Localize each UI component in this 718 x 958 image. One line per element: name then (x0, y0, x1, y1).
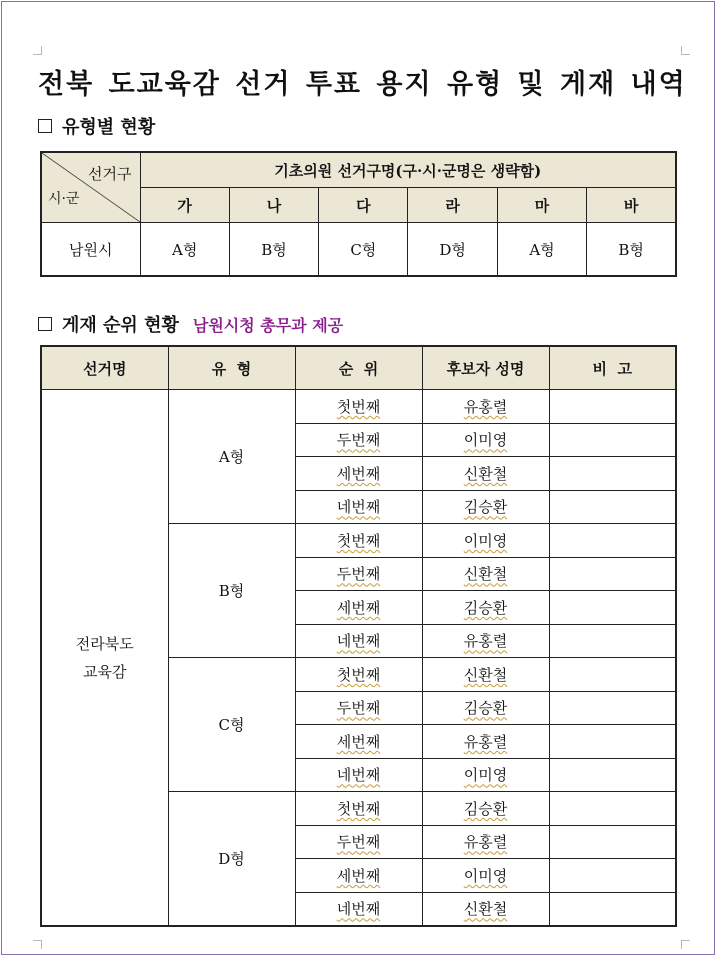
type-cell: B형 (229, 223, 318, 277)
candidate-name: 신환철 (463, 464, 508, 483)
rank-label: 네번째 (336, 766, 381, 785)
candidate-cell (422, 423, 549, 457)
rank-label: 네번째 (336, 498, 381, 517)
remarks-cell (549, 624, 676, 658)
rank-label: 두번째 (336, 565, 381, 584)
section-ranking-status (38, 311, 343, 337)
type-cell: A형 (140, 223, 229, 277)
rank-cell (295, 725, 422, 759)
candidate-name: 신환철 (463, 565, 508, 584)
type-cell: A형 (497, 223, 586, 277)
type-cell: D형 (168, 792, 295, 927)
candidate-cell (422, 624, 549, 658)
candidate-name: 이미영 (463, 866, 508, 885)
table-row (41, 390, 676, 424)
rank-cell (295, 557, 422, 591)
crop-mark (33, 46, 42, 55)
candidate-cell (422, 859, 549, 893)
rank-label: 두번째 (336, 699, 381, 718)
candidate-cell (422, 658, 549, 692)
remarks-cell (549, 792, 676, 826)
candidate-cell (422, 725, 549, 759)
rank-label: 첫번째 (336, 397, 381, 416)
candidate-name: 이미영 (463, 531, 508, 550)
remarks-cell (549, 423, 676, 457)
candidate-cell (422, 792, 549, 826)
checkbox-square-icon (38, 119, 52, 133)
rank-label: 두번째 (336, 833, 381, 852)
remarks-cell (549, 457, 676, 491)
candidate-name: 유홍렬 (463, 397, 508, 416)
rank-cell (295, 658, 422, 692)
rank-cell (295, 792, 422, 826)
rank-label: 첫번째 (336, 531, 381, 550)
remarks-cell (549, 591, 676, 625)
rank-cell (295, 859, 422, 893)
remarks-cell (549, 892, 676, 926)
remarks-cell (549, 859, 676, 893)
candidate-cell (422, 457, 549, 491)
candidate-name: 신환철 (463, 900, 508, 919)
remarks-cell (549, 758, 676, 792)
rank-cell (295, 591, 422, 625)
section-heading: 유형별 현황 (62, 117, 156, 138)
rank-cell (295, 624, 422, 658)
type-cell: B형 (587, 223, 676, 277)
diagonal-header-cell (41, 152, 140, 223)
candidate-cell (422, 390, 549, 424)
type-cell: B형 (168, 524, 295, 658)
city-cell: 남원시 (41, 223, 140, 277)
header-remarks: 비 고 (549, 346, 676, 390)
header-rank: 순 위 (295, 346, 422, 390)
type-table (40, 151, 677, 277)
header-type: 유 형 (168, 346, 295, 390)
candidate-name: 유홍렬 (463, 732, 508, 751)
rank-label: 세번째 (336, 598, 381, 617)
remarks-cell (549, 658, 676, 692)
ranking-table (40, 345, 677, 927)
candidate-name: 신환철 (463, 665, 508, 684)
column-header: 라 (408, 188, 497, 223)
rank-label: 세번째 (336, 732, 381, 751)
rank-cell (295, 490, 422, 524)
column-header: 바 (587, 188, 676, 223)
rank-label: 첫번째 (336, 799, 381, 818)
section-heading: 게재 순위 현황 (62, 315, 179, 336)
crop-mark (681, 46, 690, 55)
candidate-cell (422, 758, 549, 792)
header-election: 선거명 (41, 346, 168, 390)
candidate-name: 이미영 (463, 431, 508, 450)
crop-mark (681, 940, 690, 949)
type-cell: D형 (408, 223, 497, 277)
remarks-cell (549, 490, 676, 524)
rank-cell (295, 758, 422, 792)
candidate-cell (422, 591, 549, 625)
rank-label: 네번째 (336, 632, 381, 651)
source-note: 남원시청 총무과 제공 (192, 315, 344, 335)
candidate-name: 김승환 (463, 799, 508, 818)
diag-top-label: 선거구 (88, 165, 132, 183)
rank-cell (295, 390, 422, 424)
remarks-cell (549, 524, 676, 558)
rank-label: 세번째 (336, 866, 381, 885)
candidate-name: 유홍렬 (463, 833, 508, 852)
candidate-cell (422, 825, 549, 859)
remarks-cell (549, 825, 676, 859)
column-header: 가 (140, 188, 229, 223)
rank-cell (295, 825, 422, 859)
rank-cell (295, 457, 422, 491)
type-cell: C형 (319, 223, 408, 277)
rank-label: 두번째 (336, 431, 381, 450)
checkbox-square-icon (38, 317, 52, 331)
remarks-cell (549, 390, 676, 424)
candidate-cell (422, 691, 549, 725)
candidate-name: 김승환 (463, 598, 508, 617)
rank-label: 네번째 (336, 900, 381, 919)
candidate-name: 김승환 (463, 498, 508, 517)
document-title: 전북 도교육감 선거 투표 용지 유형 및 게재 내역 (38, 69, 687, 100)
type-cell: A형 (168, 390, 295, 524)
candidate-name: 유홍렬 (463, 632, 508, 651)
section-type-status (38, 113, 155, 139)
candidate-cell (422, 557, 549, 591)
candidate-name: 이미영 (463, 766, 508, 785)
remarks-cell (549, 691, 676, 725)
rank-cell (295, 691, 422, 725)
column-header: 나 (229, 188, 318, 223)
remarks-cell (549, 557, 676, 591)
rank-cell (295, 892, 422, 926)
header-candidate: 후보자 성명 (422, 346, 549, 390)
rank-cell (295, 423, 422, 457)
crop-mark (33, 940, 42, 949)
candidate-cell (422, 524, 549, 558)
candidate-cell (422, 490, 549, 524)
type-cell: C형 (168, 658, 295, 792)
remarks-cell (549, 725, 676, 759)
rank-label: 세번째 (336, 464, 381, 483)
candidate-name: 김승환 (463, 699, 508, 718)
candidate-cell (422, 892, 549, 926)
election-name-cell: 전라북도 교육감 (41, 390, 168, 927)
column-header: 다 (319, 188, 408, 223)
rank-cell (295, 524, 422, 558)
rank-label: 첫번째 (336, 665, 381, 684)
group-header: 기초의원 선거구명(구·시·군명은 생략함) (140, 152, 676, 188)
column-header: 마 (497, 188, 586, 223)
diag-bottom-label: 시·군 (48, 191, 80, 207)
